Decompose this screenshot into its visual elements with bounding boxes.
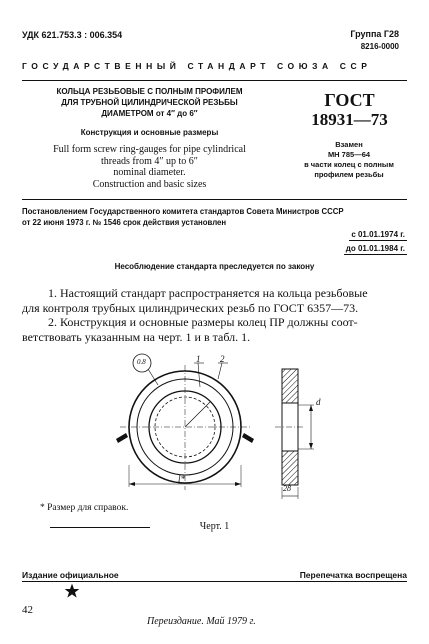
title-ru-line: КОЛЬЦА РЕЗЬБОВЫЕ С ПОЛНЫМ ПРОФИЛЕМ xyxy=(56,87,243,96)
replaces-line: в части колец с полным xyxy=(304,160,394,169)
gost-number: 18931—73 xyxy=(311,110,388,129)
header-rule xyxy=(22,80,407,81)
gost-label: ГОСТ xyxy=(324,90,375,110)
effective-to-date: до 01.01.1984 г. xyxy=(345,244,405,253)
state-standard-banner: ГОСУДАРСТВЕННЫЙ СТАНДАРТ СОЮЗА ССР xyxy=(22,61,372,71)
paragraph-1 xyxy=(22,286,414,315)
page-number: 42 xyxy=(22,604,33,616)
decree-line: от 22 июня 1973 г. № 1546 срок действия установлен xyxy=(22,217,227,227)
standard-title-ru xyxy=(22,86,277,119)
ring-front-view xyxy=(116,354,254,490)
title-en-line: nominal diameter. xyxy=(113,167,186,178)
star-icon xyxy=(64,583,80,599)
replaces-note xyxy=(288,140,410,180)
standard-title-en xyxy=(22,144,277,190)
footnote: * Размер для справок. xyxy=(40,503,129,513)
replaces-line: МН 785—64 xyxy=(327,150,371,159)
replaces-line: профилем резьбы xyxy=(314,170,384,179)
ring-section-view xyxy=(275,369,314,499)
dimension-28: 28 xyxy=(283,484,291,493)
dimension-l: l* xyxy=(178,474,186,484)
paragraph-line: для контроля трубных цилиндрических резьб по ГОСТ 6357—73. xyxy=(22,300,359,315)
decree-line: Постановлением Государственного комитета стандартов Совета Министров СССР xyxy=(22,207,344,216)
callout-2: 2 xyxy=(220,354,225,364)
replaces-line: Взамен xyxy=(335,140,363,149)
decree-text xyxy=(22,207,412,228)
footer-rule xyxy=(22,581,407,582)
udk-code: УДК 621.753.3 : 006.354 xyxy=(22,30,123,40)
dimension-d: d xyxy=(316,397,321,407)
title-en-line: Construction and basic sizes xyxy=(92,178,207,190)
classifier-code: 8216-0000 xyxy=(360,42,399,51)
group-code: Группа Г28 xyxy=(350,29,399,39)
paragraph-line: 2. Конструкция и основные размеры колец ПР должны соот- xyxy=(48,315,358,329)
effective-from-date: с 01.01.1974 г. xyxy=(351,230,405,239)
title-ru-line: ДИАМЕТРОМ от 4″ до 6″ xyxy=(101,109,198,118)
title-en-line: Full form screw ring-gauges for pipe cylindrical xyxy=(53,144,246,155)
reissue-note: Переиздание. Май 1979 г. xyxy=(147,616,256,627)
roughness-label: 0.8 xyxy=(137,358,146,366)
paragraph-line: ветствовать указанным на черт. 1 и в табл. 1. xyxy=(22,329,251,344)
title-ru-line: ДЛЯ ТРУБНОЙ ЦИЛИНДРИЧЕСКОЙ РЕЗЬБЫ xyxy=(61,98,238,107)
callout-1: 1 xyxy=(196,354,201,364)
title-en-line: threads from 4″ up to 6″ xyxy=(101,155,198,167)
title-rule xyxy=(22,199,407,200)
figure-caption: Черт. 1 xyxy=(199,521,230,532)
ring-gauge-drawing xyxy=(100,345,360,505)
legal-warning: Несоблюдение стандарта преследуется по закону xyxy=(114,262,315,271)
standard-subtitle-ru: Конструкция и основные размеры xyxy=(80,128,219,137)
paragraph-line: 1. Настоящий стандарт распространяется на кольца резьбовые xyxy=(48,286,368,300)
reprint-prohibited: Перепечатка воспрещена xyxy=(299,570,407,580)
official-edition: Издание официальное xyxy=(22,570,119,580)
paragraph-2 xyxy=(22,315,414,344)
